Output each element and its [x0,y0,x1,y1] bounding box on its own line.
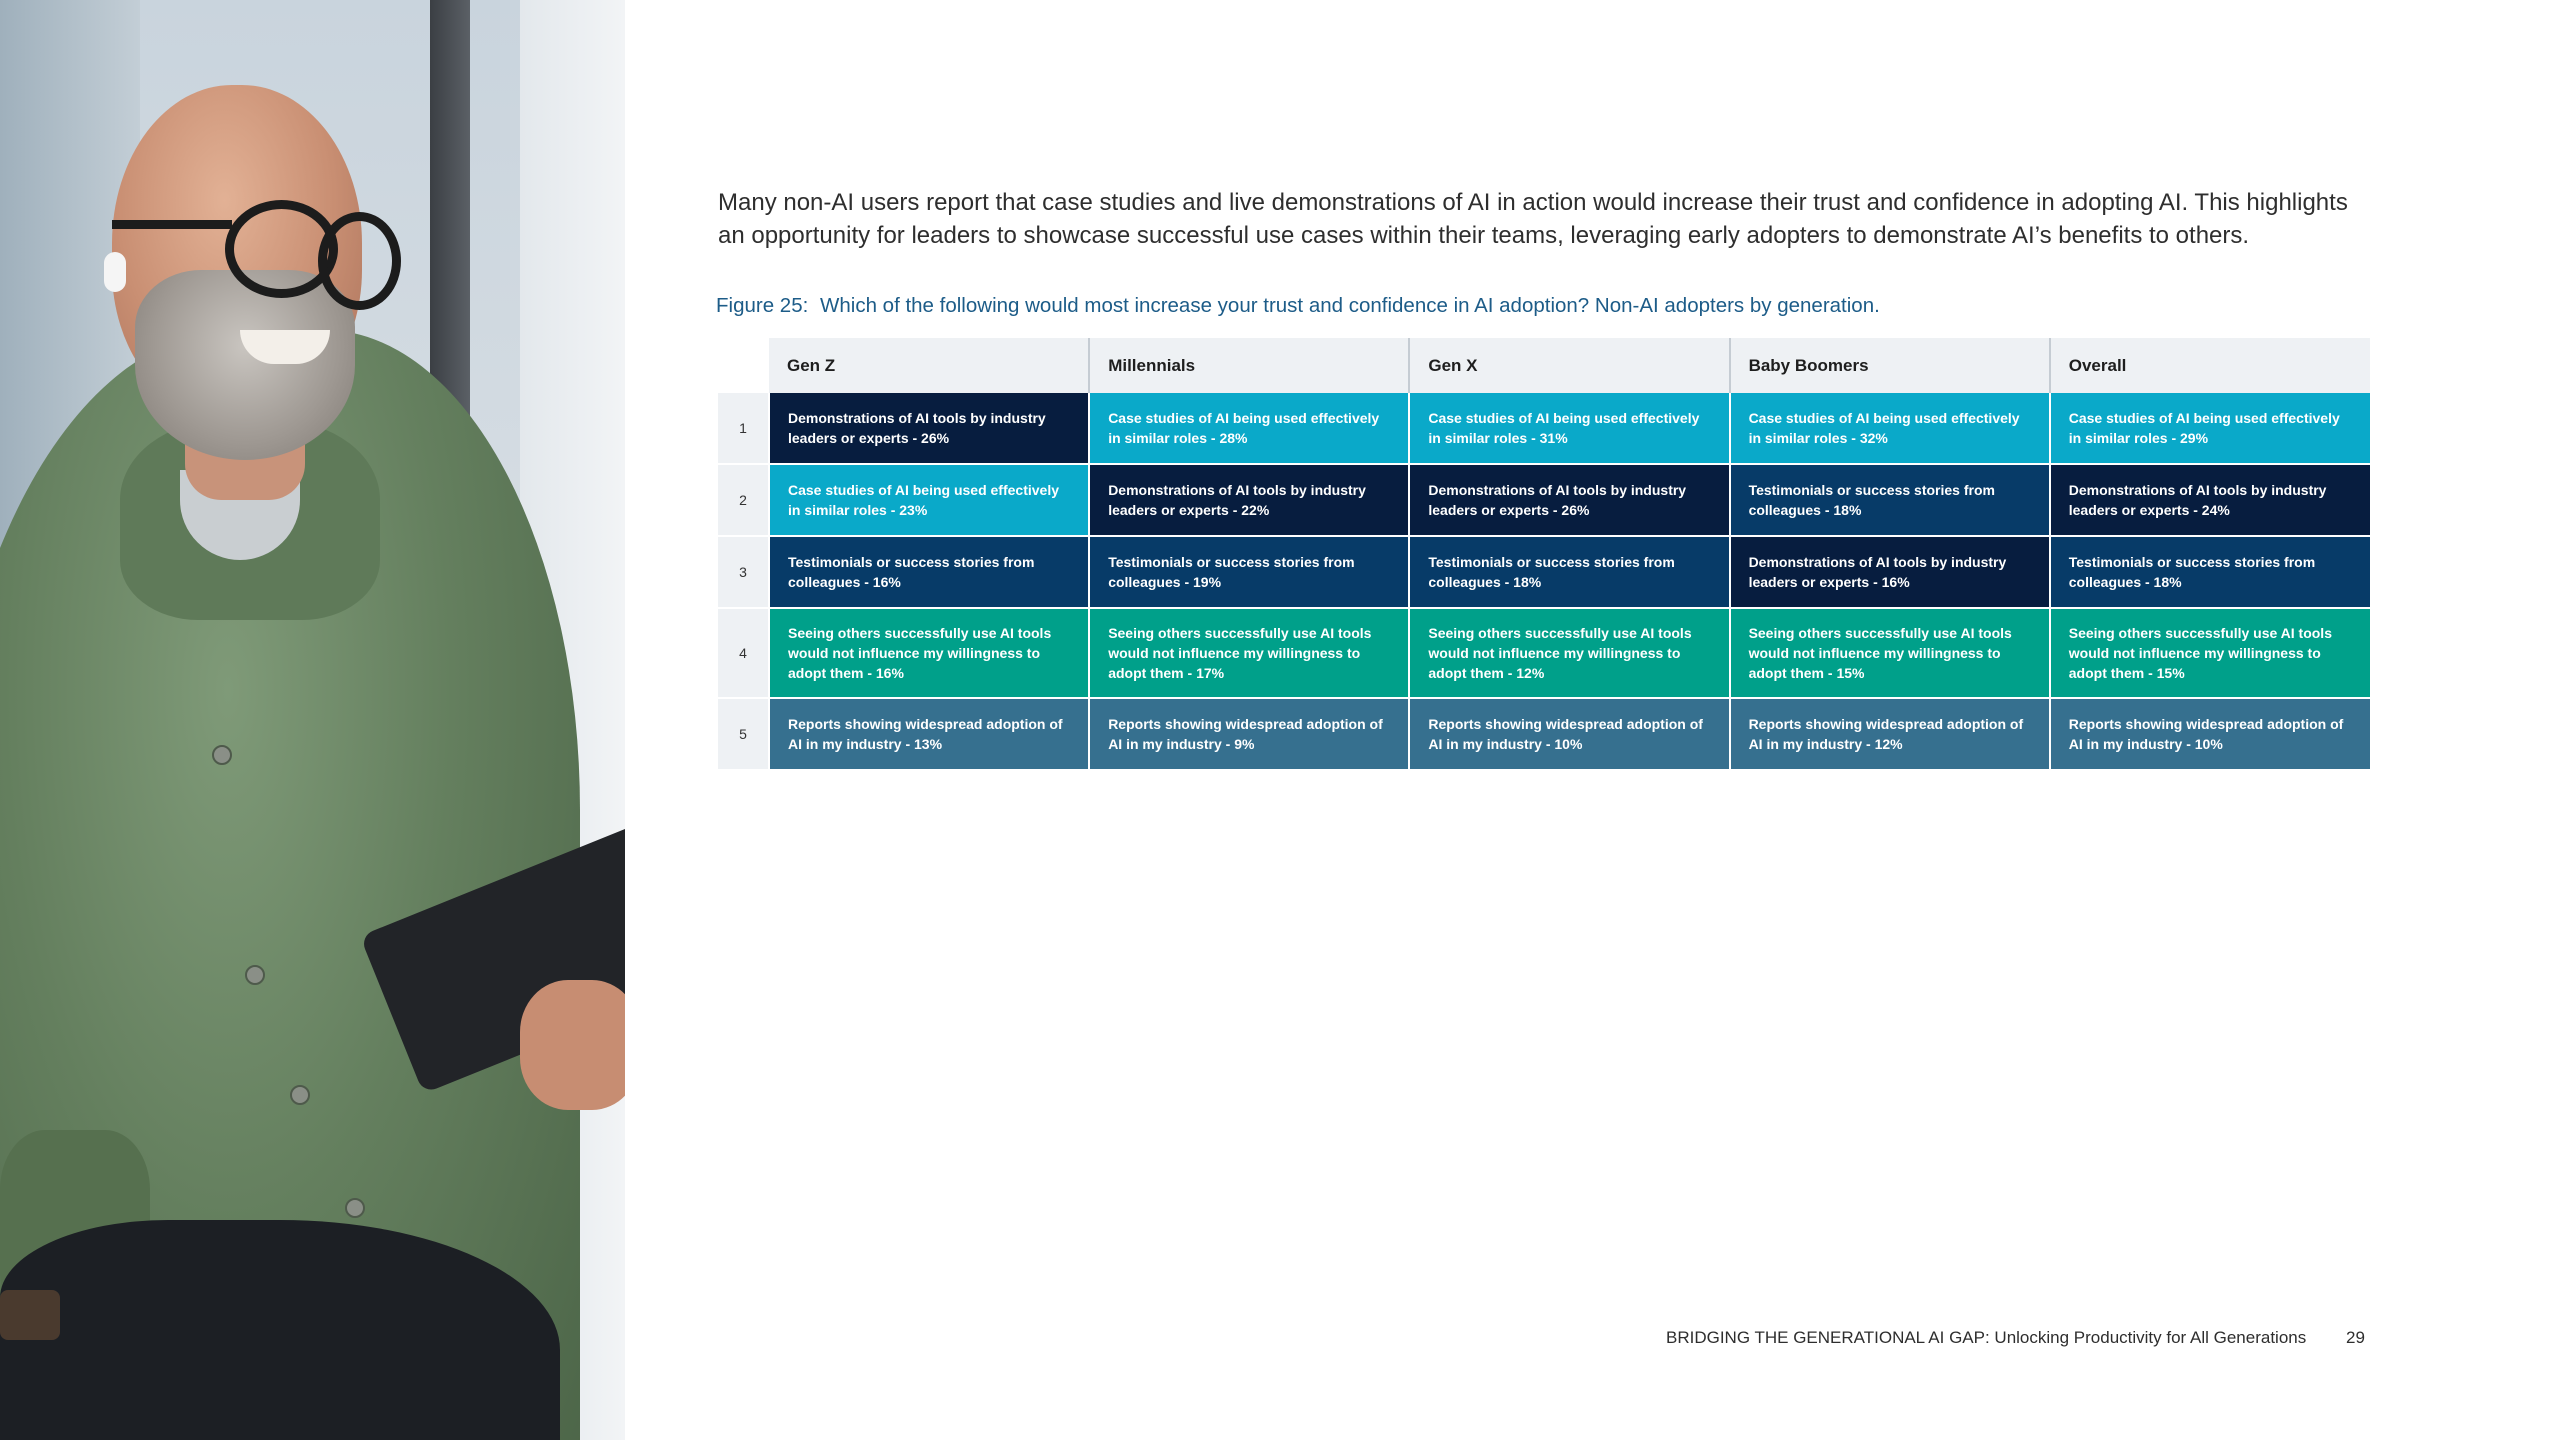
table-cell: Seeing others successfully use AI tools would not influence my willingness to adopt them - 12% [1409,608,1729,698]
figure-number: Figure 25: [716,294,809,317]
footer-report-title: BRIDGING THE GENERATIONAL AI GAP: Unlocking Productivity for All Generations [1666,1328,2307,1347]
table-cell: Demonstrations of AI tools by industry leaders or experts - 22% [1089,464,1409,536]
table-cell: Demonstrations of AI tools by industry leaders or experts - 16% [1730,536,2050,608]
table-cell: Case studies of AI being used effectively in similar roles - 32% [1730,393,2050,464]
table-row [718,464,2370,536]
table-row [718,536,2370,608]
table-header-row [718,338,2370,393]
column-header: Gen Z [769,338,1089,393]
table-cell: Reports showing widespread adoption of AI in my industry - 10% [1409,698,1729,770]
table-cell: Seeing others successfully use AI tools would not influence my willingness to adopt them - 16% [769,608,1089,698]
ranking-table [718,338,2370,771]
table-cell: Case studies of AI being used effectively in similar roles - 28% [1089,393,1409,464]
table-cell: Testimonials or success stories from colleagues - 18% [1730,464,2050,536]
table-row [718,393,2370,464]
page-number: 29 [2346,1328,2365,1347]
rank-number: 4 [718,608,769,698]
hero-photo [0,0,625,1440]
table-cell: Testimonials or success stories from colleagues - 18% [2050,536,2370,608]
rank-number: 5 [718,698,769,770]
table-cell: Reports showing widespread adoption of AI in my industry - 9% [1089,698,1409,770]
table-row [718,608,2370,698]
column-header: Baby Boomers [1730,338,2050,393]
table-row [718,698,2370,770]
table-cell: Case studies of AI being used effectively in similar roles - 29% [2050,393,2370,464]
table-cell: Case studies of AI being used effectively in similar roles - 31% [1409,393,1729,464]
table-cell: Reports showing widespread adoption of AI in my industry - 12% [1730,698,2050,770]
table-cell: Case studies of AI being used effectively in similar roles - 23% [769,464,1089,536]
table-cell: Testimonials or success stories from colleagues - 18% [1409,536,1729,608]
table-cell: Demonstrations of AI tools by industry leaders or experts - 26% [1409,464,1729,536]
intro-paragraph: Many non-AI users report that case studies and live demonstrations of AI in action would increase their trust and confidence in adopting AI. This highlights an opportunity for leaders to showcase successful use cases within their teams, leveraging early adopters to demonstrate AI’s benefits to others. [718,189,2348,249]
column-header: Gen X [1409,338,1729,393]
column-header: Millennials [1089,338,1409,393]
table-cell: Seeing others successfully use AI tools would not influence my willingness to adopt them - 15% [2050,608,2370,698]
figure-title: Which of the following would most increase your trust and confidence in AI adoption? Non-AI adopters by generation. [820,294,1880,317]
rank-number: 1 [718,393,769,464]
table-cell: Seeing others successfully use AI tools would not influence my willingness to adopt them - 17% [1089,608,1409,698]
table-cell: Testimonials or success stories from colleagues - 16% [769,536,1089,608]
table-cell: Reports showing widespread adoption of AI in my industry - 10% [2050,698,2370,770]
header-corner [718,338,769,393]
table-cell: Seeing others successfully use AI tools would not influence my willingness to adopt them - 15% [1730,608,2050,698]
column-header: Overall [2050,338,2370,393]
rank-number: 2 [718,464,769,536]
table-cell: Demonstrations of AI tools by industry leaders or experts - 24% [2050,464,2370,536]
table-cell: Reports showing widespread adoption of AI in my industry - 13% [769,698,1089,770]
table-cell: Demonstrations of AI tools by industry leaders or experts - 26% [769,393,1089,464]
table-cell: Testimonials or success stories from colleagues - 19% [1089,536,1409,608]
figure-caption [716,292,2416,320]
rank-number: 3 [718,536,769,608]
